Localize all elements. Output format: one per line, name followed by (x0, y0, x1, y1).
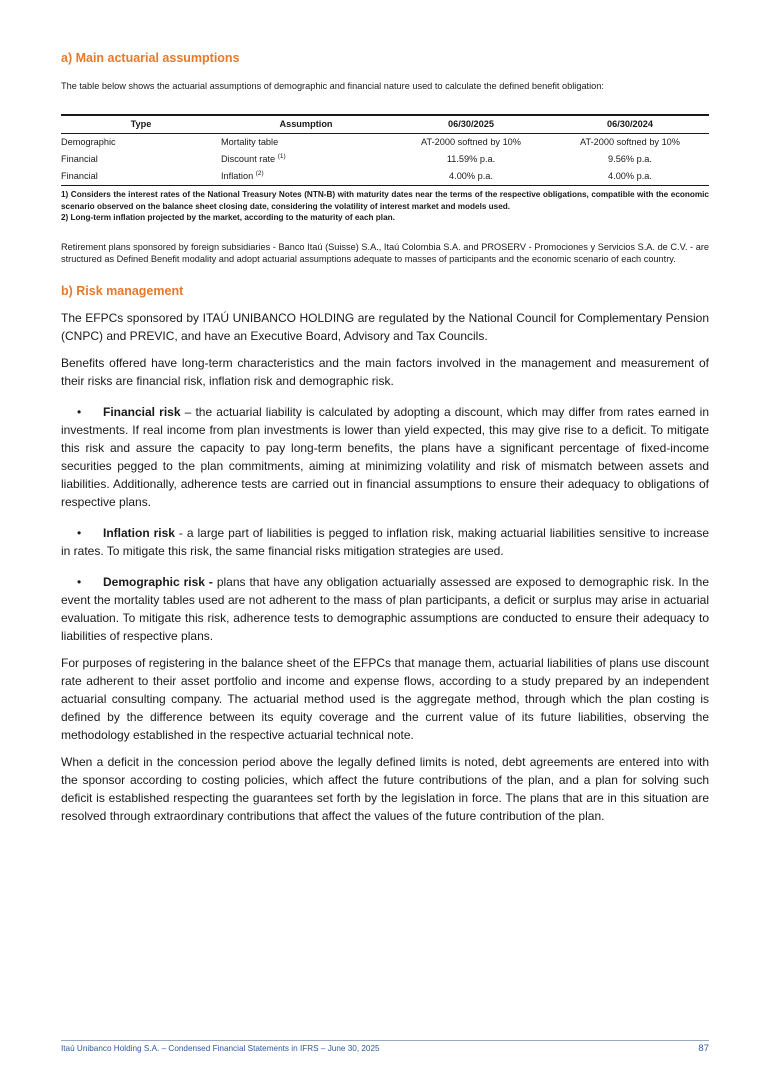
footnote-ref: (2) (255, 170, 264, 177)
cell-value-2024: AT-2000 softned by 10% (580, 137, 680, 147)
footnote-ref: (1) (277, 153, 286, 160)
bullet-demographic-risk (61, 573, 709, 645)
paragraph-balance-sheet: For purposes of registering in the balance sheet of the EFPCs that manage them, actuarial liabilities of plans use discount rate adherent to their asset portfolio and income and expense flows, according to a study prepared by an independent actuarial consulting company. The actuarial method used is the aggregate method, through which the plan costing is defined by the difference between its equity coverage and the current value of its future liabilities, observing the methodology established in the respective actuarial technical note. (61, 656, 709, 743)
table-row (61, 151, 709, 168)
cell-value-2025: 4.00% p.a. (391, 168, 551, 186)
table-row (61, 168, 709, 186)
cell-value-2024: 4.00% p.a. (551, 168, 709, 186)
table-header-row (61, 115, 709, 134)
footnote-2: 2) Long-term inflation projected by the market, according to the maturity of each plan. (61, 213, 395, 222)
section-heading-actuarial-assumptions: a) Main actuarial assumptions (61, 51, 240, 65)
cell-assumption (221, 168, 391, 186)
assumption-label: Mortality table (221, 137, 279, 147)
table-intro-text: The table below shows the actuarial assumptions of demographic and financial nature used to calculate the defined benefit obligation: (61, 81, 604, 91)
bullet-financial-risk (61, 403, 709, 511)
paragraph-efpcs: The EFPCs sponsored by ITAÚ UNIBANCO HOLDING are regulated by the National Council for Complementary Pension (CNPC) and PREVIC, and have an Executive Board, Advisory and Tax Councils. (61, 311, 709, 344)
cell-value-2024: 9.56% p.a. (608, 154, 652, 164)
table-row (61, 134, 709, 152)
cell-value-2025: 11.59% p.a. (446, 154, 496, 164)
bullet-text: – the actuarial liability is calculated by adopting a discount, which may differ from rates earned in investments. If real income from plan investments is lower than yield expected, this may give rise to a deficit. To mitigate this risk and assure the capacity to pay long-term benefits, the plans have a significant percentage of fixed-income securities pegged to the plan commitments, aiming at minimizing volatility and risk of mismatch between assets and liabilities. Additionally, adherence tests are carried out in financial assumptions to ensure their adequacy to obligations of respective plans. (61, 405, 710, 510)
bullet-title: Financial risk (103, 405, 181, 420)
bullet-text: - a large part of liabilities is pegged to inflation risk, making actuarial liabilities sensitive to increase in rates. To mitigate this risk, the same financial risks mitigation strategies are used. (61, 526, 710, 559)
cell-type: Financial (61, 154, 98, 164)
table-footnotes (61, 189, 709, 224)
assumption-label: Inflation (221, 171, 254, 181)
cell-type: Demographic (61, 137, 116, 147)
footer-document-title: Itaú Unibanco Holding S.A. – Condensed Financial Statements in IFRS – June 30, 2025 (61, 1044, 380, 1053)
assumption-label: Discount rate (221, 154, 276, 164)
section-heading-risk-management: b) Risk management (61, 284, 184, 299)
bullet-title: Demographic risk - (103, 575, 213, 590)
page-number: 87 (698, 1043, 709, 1054)
cell-assumption (221, 151, 391, 168)
bullet-symbol: • (77, 405, 82, 420)
retirement-plans-paragraph: Retirement plans sponsored by foreign subsidiaries - Banco Itaú (Suisse) S.A., Itaú Colombia S.A. and PROSERV - Promociones y Servicios S.A. de C.V. - are structured as Defined Benefit modality and adopt actuarial assumptions adequate to masses of participants and the economic scenario of each country. (61, 241, 709, 264)
header-2025: 06/30/2025 (391, 115, 551, 134)
bullet-symbol: • (77, 575, 82, 590)
header-type: Type (61, 115, 221, 134)
bullet-text: plans that have any obligation actuarially assessed are exposed to demographic risk. In the event the mortality tables used are not adherent to the mass of plan participants, a deficit or surplus may arise in actuarial evaluation. To mitigate this risk, adherence tests to demographic assumptions are conducted to ensure their adequacy to liabilities of respective plans. (61, 575, 709, 644)
page-footer (61, 1040, 709, 1057)
actuarial-assumptions-table (61, 114, 709, 186)
header-assumption: Assumption (221, 115, 391, 134)
cell-type: Financial (61, 168, 221, 186)
bullet-symbol: • (77, 526, 82, 541)
paragraph-deficit: When a deficit in the concession period above the legally defined limits is noted, debt agreements are entered into with the sponsor according to costing policies, which affect the future contributions of the plan, and a plan for solving such deficit is established respecting the guarantees set forth by the legislation in force. The plans that are in this situation are resolved through extraordinary contributions that affect the values of the future contribution of the plan. (61, 755, 709, 824)
header-2024: 06/30/2024 (551, 115, 709, 134)
cell-assumption (221, 134, 391, 152)
footnote-1: 1) Considers the interest rates of the National Treasury Notes (NTN-B) with maturity dates near the terms of the respective obligations, compatible with the economic scenario observed on the balance sheet closing date, considering the volatility of interest market and models used. (61, 190, 709, 211)
page-content (61, 50, 709, 825)
bullet-inflation-risk (61, 524, 709, 560)
paragraph-benefits: Benefits offered have long-term characteristics and the main factors involved in the management and measurement of their risks are financial risk, inflation risk and demographic risk. (61, 356, 709, 389)
bullet-title: Inflation risk (103, 526, 175, 541)
cell-value-2025: AT-2000 softned by 10% (421, 137, 521, 147)
